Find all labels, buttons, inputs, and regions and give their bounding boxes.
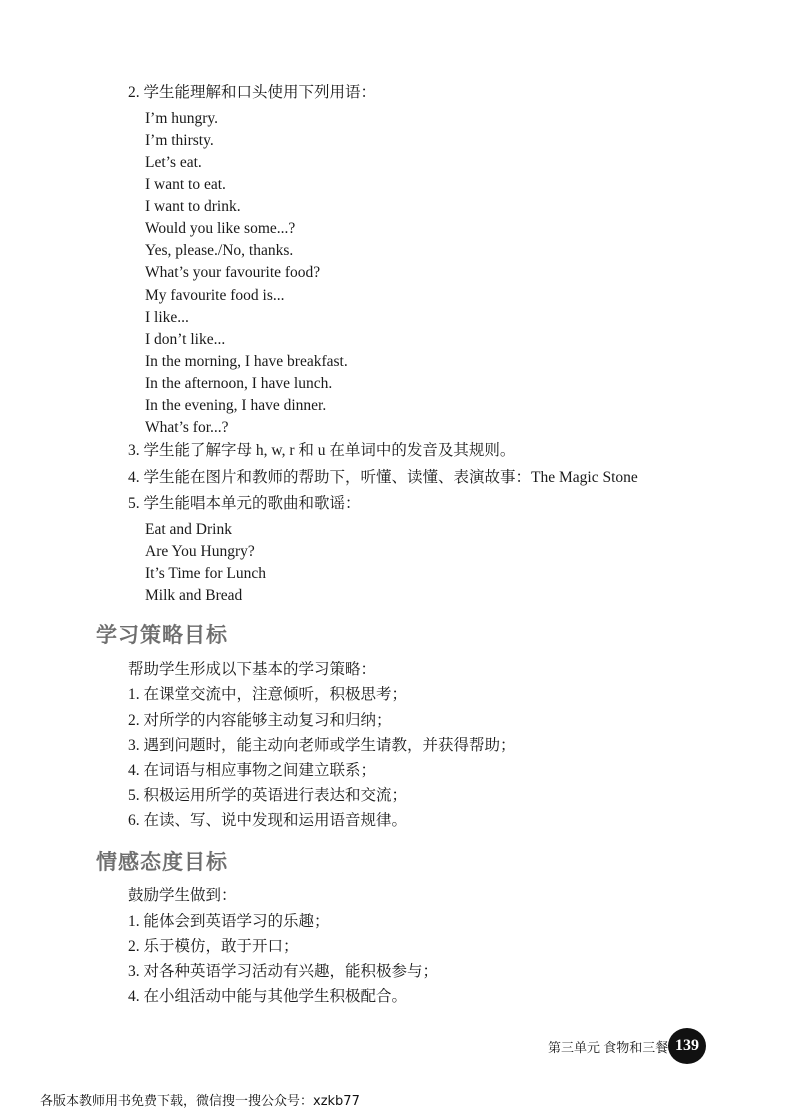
song-item: It’s Time for Lunch: [145, 565, 266, 582]
list-item-2: 2. 学生能理解和口头使用下列用语：: [128, 84, 377, 101]
list-item-5: 5. 学生能唱本单元的歌曲和歌谣：: [128, 495, 361, 512]
list-item: 1. 能体会到英语学习的乐趣；: [128, 913, 330, 930]
list-item-3: 3. 学生能了解字母 h, w, r 和 u 在单词中的发音及其规则。: [128, 442, 516, 459]
phrase-item: I don’t like...: [145, 331, 226, 348]
phrase-item: My favourite food is...: [145, 287, 285, 304]
list-item: 3. 遇到问题时，能主动向老师或学生请教，并获得帮助；: [128, 737, 516, 754]
song-item: Are You Hungry?: [145, 543, 255, 560]
section-heading-attitude: 情感态度目标: [96, 850, 228, 874]
list-item: 6. 在读、写、说中发现和运用语音规律。: [128, 812, 408, 829]
phrase-item: I’m hungry.: [145, 110, 219, 127]
section-heading-strategy: 学习策略目标: [96, 623, 228, 647]
list-item: 5. 积极运用所学的英语进行表达和交流；: [128, 787, 408, 804]
phrase-item: In the evening, I have dinner.: [145, 397, 327, 414]
section-intro: 鼓励学生做到：: [128, 887, 237, 904]
list-item: 3. 对各种英语学习活动有兴趣，能积极参与；: [128, 963, 439, 980]
song-item: Milk and Bread: [145, 587, 243, 604]
list-item: 4. 在小组活动中能与其他学生积极配合。: [128, 988, 408, 1005]
list-item-4: 4. 学生能在图片和教师的帮助下，听懂、读懂、表演故事：The Magic Stone: [128, 469, 638, 486]
phrase-item: What’s your favourite food?: [145, 264, 321, 281]
phrase-item: I’m thirsty.: [145, 132, 214, 149]
list-item: 2. 对所学的内容能够主动复习和归纳；: [128, 712, 392, 729]
phrase-item: I want to eat.: [145, 176, 226, 193]
phrase-item: What’s for...?: [145, 419, 229, 436]
running-footer: 第三单元 食物和三餐: [548, 1040, 669, 1055]
section-intro: 帮助学生形成以下基本的学习策略：: [128, 661, 377, 678]
phrase-item: In the morning, I have breakfast.: [145, 353, 348, 370]
list-item: 2. 乐于模仿，敢于开口；: [128, 938, 299, 955]
list-item: 1. 在课堂交流中，注意倾听，积极思考；: [128, 686, 408, 703]
list-item: 4. 在词语与相应事物之间建立联系；: [128, 762, 377, 779]
download-note: 各版本教师用书免费下载，微信搜一搜公众号：xzkb77: [40, 1094, 360, 1109]
page-number-badge: 139: [668, 1028, 706, 1064]
phrase-item: Would you like some...?: [145, 220, 296, 237]
phrase-item: I want to drink.: [145, 198, 241, 215]
phrase-item: I like...: [145, 309, 189, 326]
phrase-item: Yes, please./No, thanks.: [145, 242, 294, 259]
song-item: Eat and Drink: [145, 521, 232, 538]
phrase-item: In the afternoon, I have lunch.: [145, 375, 333, 392]
phrase-item: Let’s eat.: [145, 154, 202, 171]
